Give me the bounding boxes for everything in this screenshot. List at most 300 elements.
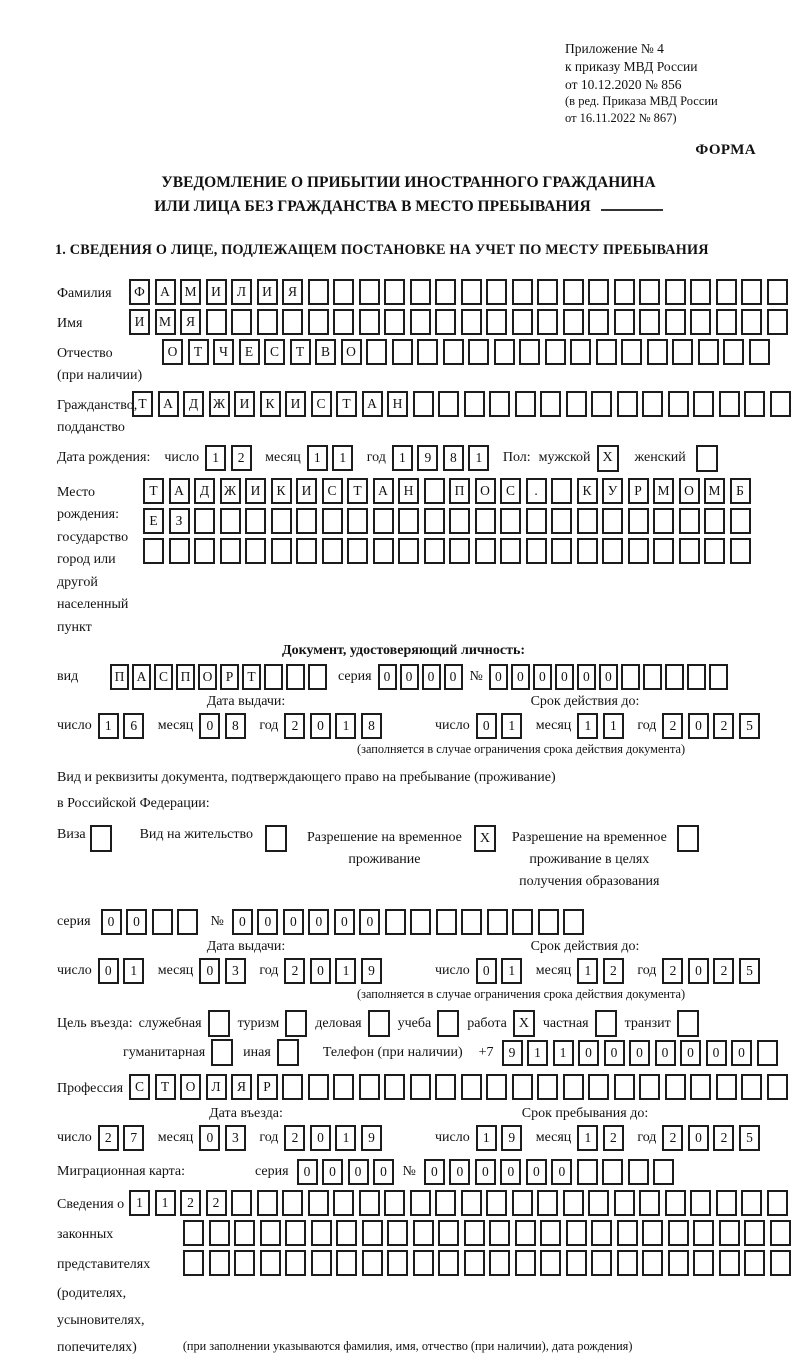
char-cell[interactable]: 0 xyxy=(688,958,709,984)
char-cell[interactable] xyxy=(515,1250,536,1276)
char-cell[interactable]: 2 xyxy=(98,1125,119,1151)
char-cell[interactable]: 0 xyxy=(526,1159,547,1185)
char-cell[interactable]: 5 xyxy=(739,958,760,984)
char-cell[interactable] xyxy=(515,1220,536,1246)
char-cell[interactable]: 9 xyxy=(502,1040,523,1066)
char-cell[interactable] xyxy=(410,279,431,305)
checkbox-temp-residence-edu[interactable] xyxy=(677,825,699,852)
char-cell[interactable] xyxy=(464,1250,485,1276)
char-cell[interactable] xyxy=(588,279,609,305)
char-cell[interactable] xyxy=(461,279,482,305)
char-cell[interactable] xyxy=(730,538,751,564)
char-cell[interactable]: К xyxy=(577,478,598,504)
char-cell[interactable] xyxy=(285,1250,306,1276)
char-cell[interactable] xyxy=(347,538,368,564)
checkbox-purpose-study[interactable] xyxy=(437,1010,459,1037)
char-cell[interactable]: 0 xyxy=(378,664,397,690)
char-cell[interactable]: 1 xyxy=(392,445,413,471)
char-cell[interactable]: 0 xyxy=(655,1040,676,1066)
char-cell[interactable]: А xyxy=(169,478,190,504)
char-cell[interactable] xyxy=(311,1220,332,1246)
char-cell[interactable] xyxy=(770,391,791,417)
char-cell[interactable] xyxy=(308,309,329,335)
char-cell[interactable] xyxy=(512,1190,533,1216)
char-cell[interactable] xyxy=(468,339,489,365)
char-cell[interactable]: 0 xyxy=(555,664,574,690)
char-cell[interactable]: 1 xyxy=(205,445,226,471)
char-cell[interactable] xyxy=(577,508,598,534)
char-cell[interactable]: 0 xyxy=(444,664,463,690)
char-cell[interactable] xyxy=(385,909,406,935)
char-cell[interactable] xyxy=(690,279,711,305)
char-cell[interactable] xyxy=(487,909,508,935)
char-cell[interactable] xyxy=(512,1074,533,1100)
char-cell[interactable] xyxy=(588,309,609,335)
char-cell[interactable] xyxy=(577,1159,598,1185)
char-cell[interactable] xyxy=(526,538,547,564)
char-cell[interactable] xyxy=(614,279,635,305)
char-cell[interactable] xyxy=(566,391,587,417)
char-cell[interactable]: И xyxy=(245,478,266,504)
char-cell[interactable] xyxy=(515,391,536,417)
char-cell[interactable]: 0 xyxy=(731,1040,752,1066)
char-cell[interactable]: 0 xyxy=(604,1040,625,1066)
char-cell[interactable] xyxy=(704,508,725,534)
char-cell[interactable] xyxy=(749,339,770,365)
char-cell[interactable] xyxy=(570,339,591,365)
char-cell[interactable] xyxy=(413,391,434,417)
char-cell[interactable] xyxy=(183,1250,204,1276)
char-cell[interactable] xyxy=(308,279,329,305)
char-cell[interactable] xyxy=(486,309,507,335)
char-cell[interactable]: 9 xyxy=(417,445,438,471)
char-cell[interactable]: 1 xyxy=(577,1125,598,1151)
char-cell[interactable] xyxy=(665,1190,686,1216)
char-cell[interactable]: 9 xyxy=(361,958,382,984)
char-cell[interactable] xyxy=(614,1190,635,1216)
char-cell[interactable]: 5 xyxy=(739,713,760,739)
char-cell[interactable] xyxy=(537,1190,558,1216)
char-cell[interactable] xyxy=(285,1220,306,1246)
checkbox-female[interactable] xyxy=(696,445,718,472)
char-cell[interactable]: Н xyxy=(398,478,419,504)
char-cell[interactable] xyxy=(563,309,584,335)
char-cell[interactable] xyxy=(333,279,354,305)
char-cell[interactable] xyxy=(687,664,706,690)
char-cell[interactable]: А xyxy=(362,391,383,417)
char-cell[interactable]: Р xyxy=(220,664,239,690)
char-cell[interactable]: С xyxy=(129,1074,150,1100)
char-cell[interactable]: 1 xyxy=(129,1190,150,1216)
char-cell[interactable]: 2 xyxy=(284,1125,305,1151)
char-cell[interactable]: 1 xyxy=(332,445,353,471)
char-cell[interactable] xyxy=(693,1250,714,1276)
char-cell[interactable] xyxy=(647,339,668,365)
char-cell[interactable]: М xyxy=(704,478,725,504)
char-cell[interactable] xyxy=(563,909,584,935)
char-cell[interactable] xyxy=(410,909,431,935)
char-cell[interactable]: 9 xyxy=(361,1125,382,1151)
char-cell[interactable] xyxy=(359,1190,380,1216)
char-cell[interactable] xyxy=(308,1074,329,1100)
char-cell[interactable] xyxy=(366,339,387,365)
char-cell[interactable] xyxy=(628,508,649,534)
char-cell[interactable]: 1 xyxy=(307,445,328,471)
char-cell[interactable] xyxy=(392,339,413,365)
char-cell[interactable] xyxy=(744,1220,765,1246)
char-cell[interactable] xyxy=(770,1250,791,1276)
char-cell[interactable] xyxy=(435,309,456,335)
char-cell[interactable] xyxy=(220,538,241,564)
char-cell[interactable]: А xyxy=(132,664,151,690)
char-cell[interactable]: 1 xyxy=(501,958,522,984)
char-cell[interactable] xyxy=(730,508,751,534)
char-cell[interactable] xyxy=(384,1190,405,1216)
char-cell[interactable]: М xyxy=(180,279,201,305)
checkbox-purpose-work[interactable]: X xyxy=(513,1010,535,1037)
char-cell[interactable]: Т xyxy=(347,478,368,504)
checkbox-purpose-humanitarian[interactable] xyxy=(211,1039,233,1066)
char-cell[interactable]: 0 xyxy=(476,713,497,739)
char-cell[interactable] xyxy=(719,391,740,417)
char-cell[interactable] xyxy=(719,1250,740,1276)
char-cell[interactable] xyxy=(231,309,252,335)
char-cell[interactable] xyxy=(639,279,660,305)
char-cell[interactable] xyxy=(489,1250,510,1276)
char-cell[interactable]: С xyxy=(264,339,285,365)
char-cell[interactable]: Я xyxy=(231,1074,252,1100)
char-cell[interactable]: 0 xyxy=(98,958,119,984)
char-cell[interactable] xyxy=(336,1220,357,1246)
char-cell[interactable] xyxy=(489,1220,510,1246)
char-cell[interactable] xyxy=(438,1220,459,1246)
char-cell[interactable] xyxy=(537,309,558,335)
char-cell[interactable] xyxy=(716,1074,737,1100)
char-cell[interactable]: 1 xyxy=(476,1125,497,1151)
char-cell[interactable]: 0 xyxy=(199,958,220,984)
char-cell[interactable] xyxy=(512,909,533,935)
char-cell[interactable] xyxy=(526,508,547,534)
char-cell[interactable] xyxy=(384,279,405,305)
char-cell[interactable] xyxy=(617,1220,638,1246)
char-cell[interactable] xyxy=(245,508,266,534)
char-cell[interactable]: 0 xyxy=(688,713,709,739)
char-cell[interactable] xyxy=(540,391,561,417)
char-cell[interactable] xyxy=(545,339,566,365)
char-cell[interactable]: 2 xyxy=(662,713,683,739)
char-cell[interactable] xyxy=(438,1250,459,1276)
char-cell[interactable]: Т xyxy=(188,339,209,365)
char-cell[interactable] xyxy=(336,1250,357,1276)
char-cell[interactable] xyxy=(500,538,521,564)
char-cell[interactable]: Я xyxy=(282,279,303,305)
char-cell[interactable] xyxy=(591,391,612,417)
char-cell[interactable]: А xyxy=(373,478,394,504)
char-cell[interactable] xyxy=(206,309,227,335)
char-cell[interactable]: 0 xyxy=(500,1159,521,1185)
char-cell[interactable] xyxy=(359,309,380,335)
char-cell[interactable] xyxy=(566,1250,587,1276)
char-cell[interactable]: 0 xyxy=(297,1159,318,1185)
char-cell[interactable]: 9 xyxy=(501,1125,522,1151)
char-cell[interactable] xyxy=(741,1190,762,1216)
char-cell[interactable] xyxy=(282,1190,303,1216)
char-cell[interactable] xyxy=(639,1074,660,1100)
char-cell[interactable] xyxy=(665,1074,686,1100)
char-cell[interactable]: О xyxy=(180,1074,201,1100)
char-cell[interactable] xyxy=(551,508,572,534)
char-cell[interactable] xyxy=(719,1220,740,1246)
char-cell[interactable]: 2 xyxy=(231,445,252,471)
char-cell[interactable]: 2 xyxy=(284,958,305,984)
char-cell[interactable] xyxy=(698,339,719,365)
char-cell[interactable] xyxy=(512,279,533,305)
char-cell[interactable] xyxy=(693,1220,714,1246)
char-cell[interactable]: Е xyxy=(239,339,260,365)
char-cell[interactable]: 0 xyxy=(551,1159,572,1185)
char-cell[interactable] xyxy=(143,538,164,564)
char-cell[interactable]: 2 xyxy=(662,958,683,984)
char-cell[interactable]: 1 xyxy=(501,713,522,739)
char-cell[interactable] xyxy=(435,1074,456,1100)
char-cell[interactable] xyxy=(410,1190,431,1216)
char-cell[interactable] xyxy=(271,508,292,534)
char-cell[interactable] xyxy=(461,909,482,935)
checkbox-temp-residence[interactable]: X xyxy=(474,825,496,852)
checkbox-purpose-official[interactable] xyxy=(208,1010,230,1037)
char-cell[interactable]: 0 xyxy=(577,664,596,690)
char-cell[interactable]: И xyxy=(285,391,306,417)
char-cell[interactable] xyxy=(449,508,470,534)
char-cell[interactable] xyxy=(296,508,317,534)
char-cell[interactable] xyxy=(362,1250,383,1276)
char-cell[interactable] xyxy=(602,508,623,534)
char-cell[interactable] xyxy=(577,538,598,564)
char-cell[interactable] xyxy=(384,309,405,335)
char-cell[interactable]: 0 xyxy=(101,909,122,935)
char-cell[interactable]: 0 xyxy=(533,664,552,690)
char-cell[interactable] xyxy=(486,1190,507,1216)
char-cell[interactable] xyxy=(260,1250,281,1276)
char-cell[interactable] xyxy=(665,664,684,690)
char-cell[interactable]: 0 xyxy=(599,664,618,690)
char-cell[interactable]: 1 xyxy=(468,445,489,471)
char-cell[interactable] xyxy=(540,1250,561,1276)
char-cell[interactable] xyxy=(245,538,266,564)
char-cell[interactable]: . xyxy=(526,478,547,504)
char-cell[interactable] xyxy=(264,664,283,690)
char-cell[interactable] xyxy=(621,339,642,365)
char-cell[interactable] xyxy=(744,391,765,417)
char-cell[interactable]: 0 xyxy=(706,1040,727,1066)
char-cell[interactable]: 0 xyxy=(475,1159,496,1185)
char-cell[interactable]: Р xyxy=(257,1074,278,1100)
char-cell[interactable]: 0 xyxy=(688,1125,709,1151)
char-cell[interactable] xyxy=(424,478,445,504)
char-cell[interactable]: И xyxy=(206,279,227,305)
char-cell[interactable] xyxy=(183,1220,204,1246)
char-cell[interactable] xyxy=(723,339,744,365)
char-cell[interactable] xyxy=(194,508,215,534)
char-cell[interactable] xyxy=(617,391,638,417)
char-cell[interactable]: И xyxy=(129,309,150,335)
char-cell[interactable] xyxy=(489,391,510,417)
char-cell[interactable]: 1 xyxy=(123,958,144,984)
char-cell[interactable] xyxy=(413,1250,434,1276)
char-cell[interactable]: 2 xyxy=(180,1190,201,1216)
char-cell[interactable]: 0 xyxy=(424,1159,445,1185)
char-cell[interactable] xyxy=(596,339,617,365)
char-cell[interactable]: С xyxy=(154,664,173,690)
char-cell[interactable]: 0 xyxy=(348,1159,369,1185)
char-cell[interactable] xyxy=(220,508,241,534)
char-cell[interactable] xyxy=(322,508,343,534)
char-cell[interactable]: 0 xyxy=(308,909,329,935)
checkbox-visa[interactable] xyxy=(90,825,112,852)
char-cell[interactable] xyxy=(566,1220,587,1246)
char-cell[interactable] xyxy=(194,538,215,564)
char-cell[interactable] xyxy=(257,309,278,335)
char-cell[interactable]: 0 xyxy=(257,909,278,935)
char-cell[interactable] xyxy=(538,909,559,935)
char-cell[interactable] xyxy=(271,538,292,564)
char-cell[interactable] xyxy=(709,664,728,690)
char-cell[interactable] xyxy=(308,1190,329,1216)
char-cell[interactable] xyxy=(177,909,198,935)
char-cell[interactable] xyxy=(384,1074,405,1100)
char-cell[interactable] xyxy=(461,1074,482,1100)
char-cell[interactable]: К xyxy=(260,391,281,417)
char-cell[interactable]: Т xyxy=(336,391,357,417)
char-cell[interactable] xyxy=(359,1074,380,1100)
char-cell[interactable] xyxy=(486,1074,507,1100)
char-cell[interactable]: О xyxy=(162,339,183,365)
char-cell[interactable] xyxy=(653,538,674,564)
char-cell[interactable]: Т xyxy=(155,1074,176,1100)
char-cell[interactable] xyxy=(322,538,343,564)
char-cell[interactable] xyxy=(704,538,725,564)
char-cell[interactable] xyxy=(286,664,305,690)
char-cell[interactable]: Д xyxy=(194,478,215,504)
char-cell[interactable]: 5 xyxy=(739,1125,760,1151)
char-cell[interactable] xyxy=(494,339,515,365)
char-cell[interactable]: 2 xyxy=(662,1125,683,1151)
char-cell[interactable] xyxy=(435,1190,456,1216)
checkbox-male[interactable]: X xyxy=(597,445,619,472)
char-cell[interactable] xyxy=(551,538,572,564)
char-cell[interactable]: Р xyxy=(628,478,649,504)
char-cell[interactable] xyxy=(628,1159,649,1185)
checkbox-purpose-tourism[interactable] xyxy=(285,1010,307,1037)
char-cell[interactable] xyxy=(537,279,558,305)
char-cell[interactable]: 0 xyxy=(359,909,380,935)
char-cell[interactable]: Д xyxy=(183,391,204,417)
checkbox-purpose-business[interactable] xyxy=(368,1010,390,1037)
char-cell[interactable] xyxy=(486,279,507,305)
char-cell[interactable] xyxy=(668,391,689,417)
char-cell[interactable] xyxy=(665,309,686,335)
char-cell[interactable]: 1 xyxy=(603,713,624,739)
char-cell[interactable] xyxy=(500,508,521,534)
char-cell[interactable] xyxy=(231,1190,252,1216)
char-cell[interactable]: 0 xyxy=(373,1159,394,1185)
char-cell[interactable]: 1 xyxy=(98,713,119,739)
char-cell[interactable] xyxy=(362,1220,383,1246)
char-cell[interactable] xyxy=(435,279,456,305)
char-cell[interactable] xyxy=(668,1250,689,1276)
char-cell[interactable] xyxy=(234,1220,255,1246)
char-cell[interactable]: 0 xyxy=(489,664,508,690)
checkbox-purpose-private[interactable] xyxy=(595,1010,617,1037)
char-cell[interactable] xyxy=(333,1190,354,1216)
char-cell[interactable] xyxy=(563,1190,584,1216)
char-cell[interactable]: Т xyxy=(242,664,261,690)
char-cell[interactable]: О xyxy=(341,339,362,365)
char-cell[interactable]: 8 xyxy=(443,445,464,471)
char-cell[interactable] xyxy=(741,279,762,305)
char-cell[interactable]: Т xyxy=(143,478,164,504)
char-cell[interactable] xyxy=(563,279,584,305)
char-cell[interactable]: 0 xyxy=(126,909,147,935)
char-cell[interactable]: 0 xyxy=(199,713,220,739)
char-cell[interactable]: 0 xyxy=(232,909,253,935)
char-cell[interactable] xyxy=(387,1220,408,1246)
char-cell[interactable]: Л xyxy=(206,1074,227,1100)
title-blank-line[interactable] xyxy=(601,198,663,211)
checkbox-purpose-transit[interactable] xyxy=(677,1010,699,1037)
char-cell[interactable]: 1 xyxy=(553,1040,574,1066)
char-cell[interactable] xyxy=(373,538,394,564)
char-cell[interactable] xyxy=(410,1074,431,1100)
char-cell[interactable]: Т xyxy=(290,339,311,365)
char-cell[interactable] xyxy=(588,1190,609,1216)
char-cell[interactable]: 6 xyxy=(123,713,144,739)
char-cell[interactable]: 0 xyxy=(322,1159,343,1185)
char-cell[interactable] xyxy=(282,1074,303,1100)
char-cell[interactable] xyxy=(464,391,485,417)
char-cell[interactable] xyxy=(209,1250,230,1276)
char-cell[interactable] xyxy=(333,309,354,335)
char-cell[interactable] xyxy=(628,538,649,564)
char-cell[interactable]: 0 xyxy=(310,1125,331,1151)
char-cell[interactable] xyxy=(424,508,445,534)
checkbox-purpose-other[interactable] xyxy=(277,1039,299,1066)
char-cell[interactable] xyxy=(519,339,540,365)
char-cell[interactable] xyxy=(741,309,762,335)
char-cell[interactable]: 1 xyxy=(155,1190,176,1216)
char-cell[interactable] xyxy=(234,1250,255,1276)
char-cell[interactable] xyxy=(591,1250,612,1276)
char-cell[interactable]: Т xyxy=(132,391,153,417)
char-cell[interactable]: 0 xyxy=(283,909,304,935)
char-cell[interactable] xyxy=(424,538,445,564)
char-cell[interactable]: 0 xyxy=(400,664,419,690)
char-cell[interactable] xyxy=(767,1190,788,1216)
char-cell[interactable]: К xyxy=(271,478,292,504)
char-cell[interactable] xyxy=(767,309,788,335)
char-cell[interactable]: О xyxy=(198,664,217,690)
char-cell[interactable]: 0 xyxy=(476,958,497,984)
char-cell[interactable]: П xyxy=(176,664,195,690)
char-cell[interactable]: Л xyxy=(231,279,252,305)
char-cell[interactable] xyxy=(398,508,419,534)
char-cell[interactable]: 7 xyxy=(123,1125,144,1151)
char-cell[interactable] xyxy=(282,309,303,335)
char-cell[interactable] xyxy=(716,309,737,335)
char-cell[interactable] xyxy=(443,339,464,365)
char-cell[interactable]: 1 xyxy=(335,958,356,984)
char-cell[interactable]: 2 xyxy=(603,958,624,984)
